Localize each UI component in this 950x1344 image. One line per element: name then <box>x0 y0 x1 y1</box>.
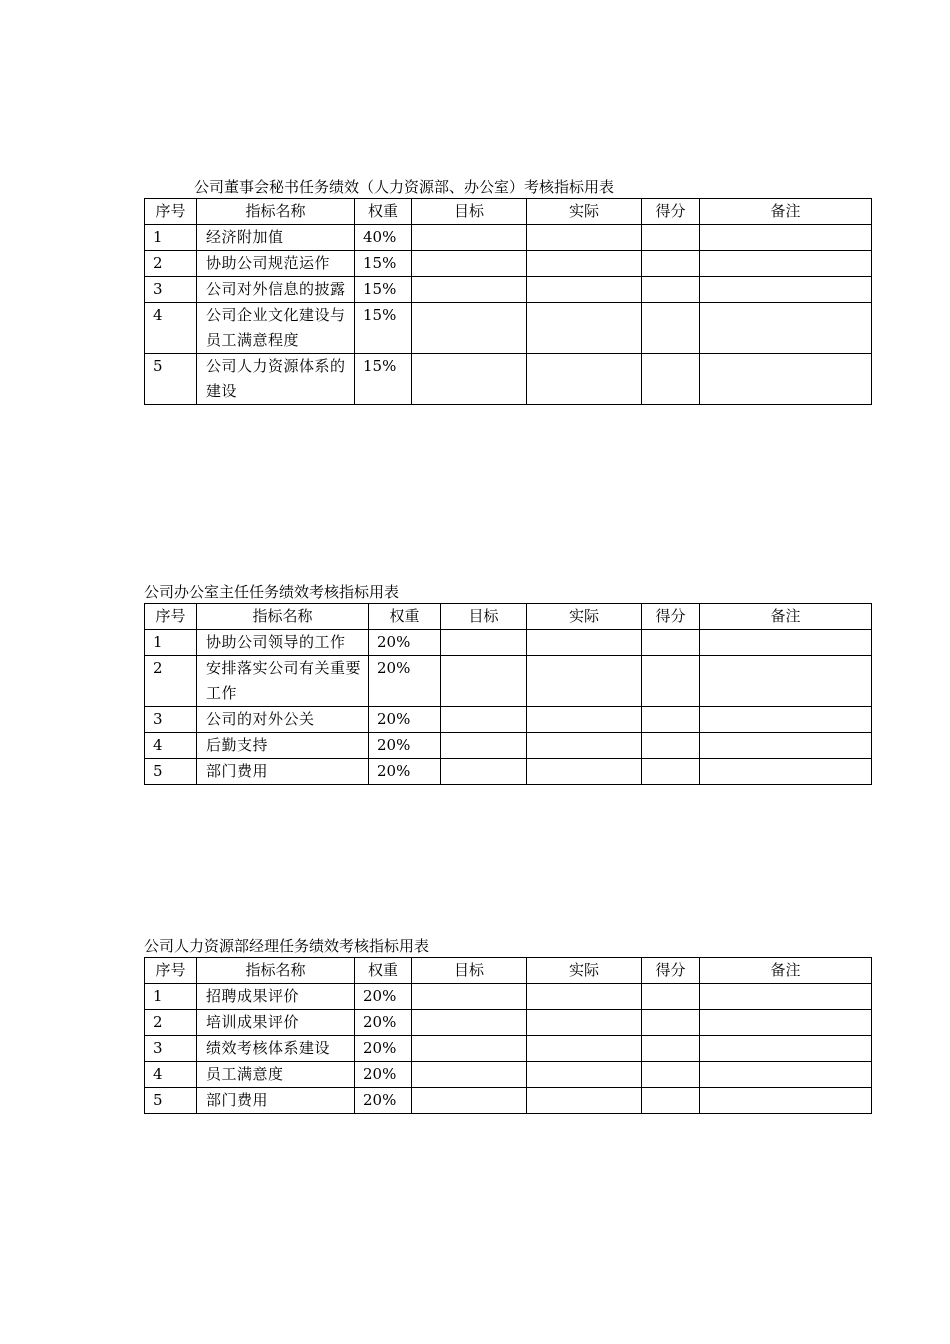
cell-score[interactable] <box>642 1010 700 1036</box>
cell-remarks[interactable] <box>700 354 872 405</box>
cell-no: 3 <box>145 707 197 733</box>
cell-name: 培训成果评价 <box>197 1010 355 1036</box>
cell-no: 4 <box>145 1062 197 1088</box>
table-title: 公司办公室主任任务绩效考核指标用表 <box>144 583 400 601</box>
table-row <box>145 251 872 277</box>
cell-remarks[interactable] <box>700 303 872 354</box>
cell-no: 1 <box>145 984 197 1010</box>
header-remarks: 备注 <box>700 958 872 984</box>
cell-score[interactable] <box>642 630 700 656</box>
header-remarks: 备注 <box>700 199 872 225</box>
table-title: 公司人力资源部经理任务绩效考核指标用表 <box>144 937 430 955</box>
header-weight: 权重 <box>369 604 441 630</box>
cell-name: 协助公司领导的工作 <box>197 630 369 656</box>
cell-no: 4 <box>145 733 197 759</box>
cell-name: 绩效考核体系建设 <box>197 1036 355 1062</box>
table-row <box>145 1010 872 1036</box>
cell-remarks[interactable] <box>700 1088 872 1114</box>
cell-score[interactable] <box>642 225 700 251</box>
table-section-board-secretary <box>144 176 871 405</box>
header-actual: 实际 <box>527 199 642 225</box>
cell-actual[interactable] <box>527 251 642 277</box>
header-name: 指标名称 <box>197 604 369 630</box>
header-actual: 实际 <box>527 958 642 984</box>
cell-no: 2 <box>145 1010 197 1036</box>
cell-score[interactable] <box>642 354 700 405</box>
cell-score[interactable] <box>642 251 700 277</box>
table-row <box>145 1088 872 1114</box>
table-row <box>145 1062 872 1088</box>
kpi-table <box>144 198 872 405</box>
table-header-row <box>145 199 872 225</box>
table-row <box>145 656 872 707</box>
cell-target[interactable] <box>412 251 527 277</box>
cell-target[interactable] <box>441 707 527 733</box>
kpi-table <box>144 603 872 785</box>
cell-weight: 20% <box>355 1036 412 1062</box>
cell-no: 2 <box>145 656 197 707</box>
cell-actual[interactable] <box>527 1010 642 1036</box>
cell-remarks[interactable] <box>700 656 872 707</box>
cell-weight: 20% <box>369 630 441 656</box>
table-row <box>145 707 872 733</box>
cell-actual[interactable] <box>527 1062 642 1088</box>
cell-name: 后勤支持 <box>197 733 369 759</box>
cell-remarks[interactable] <box>700 707 872 733</box>
cell-no: 5 <box>145 759 197 785</box>
cell-score[interactable] <box>642 759 700 785</box>
cell-remarks[interactable] <box>700 759 872 785</box>
cell-remarks[interactable] <box>700 984 872 1010</box>
cell-target[interactable] <box>412 277 527 303</box>
cell-target[interactable] <box>412 1088 527 1114</box>
table-section-hr-manager <box>144 935 871 1114</box>
cell-target[interactable] <box>412 225 527 251</box>
cell-remarks[interactable] <box>700 630 872 656</box>
cell-no: 3 <box>145 277 197 303</box>
cell-no: 4 <box>145 303 197 354</box>
cell-target[interactable] <box>412 1010 527 1036</box>
cell-score[interactable] <box>642 707 700 733</box>
cell-remarks[interactable] <box>700 1062 872 1088</box>
cell-target[interactable] <box>412 303 527 354</box>
cell-name: 员工满意度 <box>197 1062 355 1088</box>
table-row <box>145 984 872 1010</box>
cell-name: 经济附加值 <box>197 225 355 251</box>
cell-score[interactable] <box>642 733 700 759</box>
cell-name: 公司的对外公关 <box>197 707 369 733</box>
cell-target[interactable] <box>441 733 527 759</box>
cell-actual[interactable] <box>527 656 642 707</box>
cell-no: 1 <box>145 630 197 656</box>
cell-name: 招聘成果评价 <box>197 984 355 1010</box>
cell-name: 协助公司规范运作 <box>197 251 355 277</box>
cell-weight: 20% <box>369 759 441 785</box>
cell-name: 安排落实公司有关重要工作 <box>197 656 369 707</box>
cell-actual[interactable] <box>527 277 642 303</box>
cell-no: 5 <box>145 354 197 405</box>
table-row <box>145 303 872 354</box>
cell-score[interactable] <box>642 656 700 707</box>
cell-weight: 15% <box>355 303 412 354</box>
table-row <box>145 630 872 656</box>
cell-actual[interactable] <box>527 630 642 656</box>
header-remarks: 备注 <box>700 604 872 630</box>
cell-actual[interactable] <box>527 303 642 354</box>
cell-remarks[interactable] <box>700 277 872 303</box>
cell-no: 1 <box>145 225 197 251</box>
cell-actual[interactable] <box>527 354 642 405</box>
table-row <box>145 354 872 405</box>
cell-actual[interactable] <box>527 733 642 759</box>
header-score: 得分 <box>642 958 700 984</box>
cell-remarks[interactable] <box>700 1036 872 1062</box>
cell-weight: 20% <box>355 984 412 1010</box>
table-row <box>145 733 872 759</box>
cell-target[interactable] <box>412 1062 527 1088</box>
cell-score[interactable] <box>642 303 700 354</box>
cell-no: 5 <box>145 1088 197 1114</box>
header-name: 指标名称 <box>197 199 355 225</box>
table-row <box>145 225 872 251</box>
cell-remarks[interactable] <box>700 225 872 251</box>
cell-no: 3 <box>145 1036 197 1062</box>
cell-score[interactable] <box>642 1036 700 1062</box>
cell-weight: 15% <box>355 251 412 277</box>
cell-actual[interactable] <box>527 707 642 733</box>
cell-actual[interactable] <box>527 225 642 251</box>
cell-target[interactable] <box>441 630 527 656</box>
cell-actual[interactable] <box>527 1088 642 1114</box>
table-header-row <box>145 958 872 984</box>
cell-weight: 20% <box>369 656 441 707</box>
cell-target[interactable] <box>412 1036 527 1062</box>
cell-score[interactable] <box>642 984 700 1010</box>
table-header-row <box>145 604 872 630</box>
table-row <box>145 277 872 303</box>
cell-weight: 20% <box>355 1062 412 1088</box>
header-target: 目标 <box>412 958 527 984</box>
cell-target[interactable] <box>412 984 527 1010</box>
cell-weight: 40% <box>355 225 412 251</box>
header-actual: 实际 <box>527 604 642 630</box>
cell-name: 公司企业文化建设与员工满意程度 <box>197 303 355 354</box>
cell-name: 公司对外信息的披露 <box>197 277 355 303</box>
cell-actual[interactable] <box>527 984 642 1010</box>
cell-no: 2 <box>145 251 197 277</box>
cell-target[interactable] <box>412 354 527 405</box>
cell-weight: 15% <box>355 277 412 303</box>
cell-score[interactable] <box>642 1062 700 1088</box>
header-target: 目标 <box>441 604 527 630</box>
header-score: 得分 <box>642 199 700 225</box>
header-no: 序号 <box>145 604 197 630</box>
cell-remarks[interactable] <box>700 1010 872 1036</box>
cell-weight: 20% <box>369 707 441 733</box>
header-score: 得分 <box>642 604 700 630</box>
cell-actual[interactable] <box>527 1036 642 1062</box>
cell-remarks[interactable] <box>700 251 872 277</box>
cell-name: 部门费用 <box>197 759 369 785</box>
table-row <box>145 1036 872 1062</box>
cell-target[interactable] <box>441 656 527 707</box>
header-no: 序号 <box>145 199 197 225</box>
header-weight: 权重 <box>355 958 412 984</box>
table-title: 公司董事会秘书任务绩效（人力资源部、办公室）考核指标用表 <box>194 178 615 196</box>
cell-remarks[interactable] <box>700 733 872 759</box>
cell-target[interactable] <box>441 759 527 785</box>
cell-weight: 20% <box>369 733 441 759</box>
cell-score[interactable] <box>642 277 700 303</box>
table-section-office-director <box>144 581 871 785</box>
cell-name: 公司人力资源体系的建设 <box>197 354 355 405</box>
cell-weight: 20% <box>355 1088 412 1114</box>
table-row <box>145 759 872 785</box>
cell-weight: 15% <box>355 354 412 405</box>
header-target: 目标 <box>412 199 527 225</box>
kpi-table <box>144 957 872 1114</box>
header-no: 序号 <box>145 958 197 984</box>
header-name: 指标名称 <box>197 958 355 984</box>
cell-name: 部门费用 <box>197 1088 355 1114</box>
cell-actual[interactable] <box>527 759 642 785</box>
cell-score[interactable] <box>642 1088 700 1114</box>
header-weight: 权重 <box>355 199 412 225</box>
cell-weight: 20% <box>355 1010 412 1036</box>
